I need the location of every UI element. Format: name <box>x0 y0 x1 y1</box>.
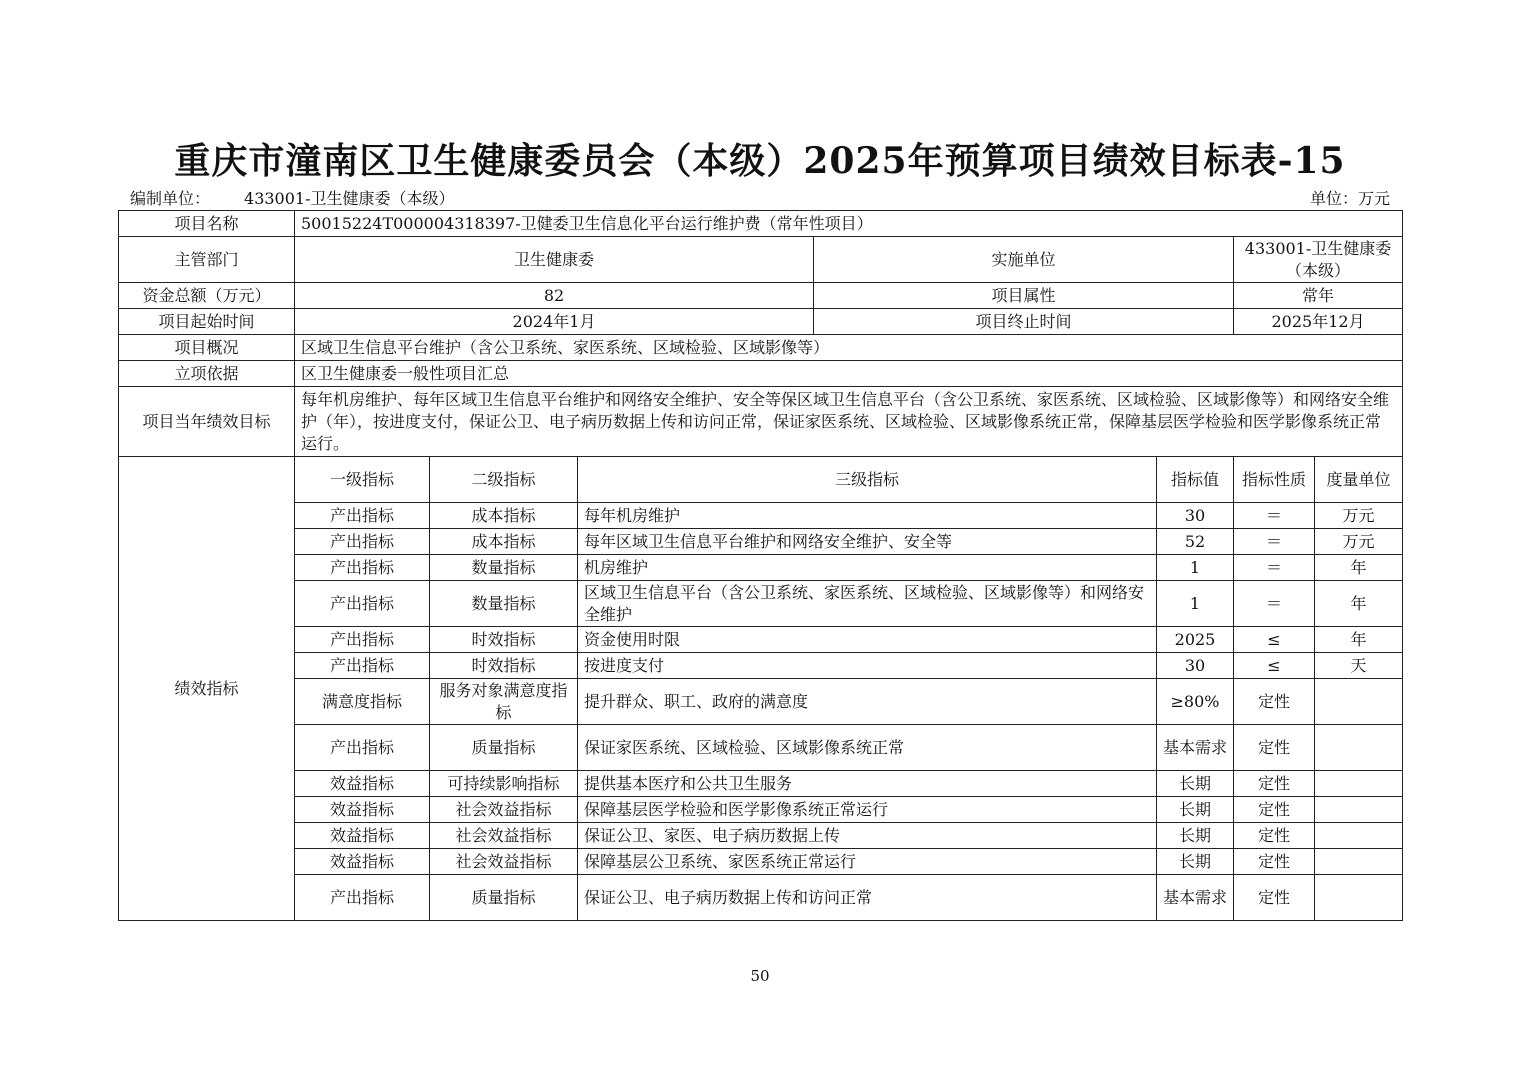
indicator-unit: 天 <box>1315 653 1403 679</box>
row-dept <box>119 237 1403 283</box>
indicator-level1: 产出指标 <box>295 529 430 555</box>
org-value: 433001-卫生健康委（本级） <box>244 189 455 208</box>
indicator-level3: 提供基本医疗和公共卫生服务 <box>578 771 1157 797</box>
indicator-nature: 定性 <box>1234 771 1315 797</box>
attr-label: 项目属性 <box>814 283 1234 309</box>
indicator-level2: 成本指标 <box>430 503 578 529</box>
attr-value: 常年 <box>1234 283 1403 309</box>
indicator-level2: 时效指标 <box>430 627 578 653</box>
indicator-level3: 保证家医系统、区域检验、区域影像系统正常 <box>578 725 1157 771</box>
goal-value: 每年机房维护、每年区域卫生信息平台维护和网络安全维护、安全等保区域卫生信息平台（含公卫系统、家医系统、区域检验、区域影像等）和网络安全维护（年），按进度支付，保证公卫、电子病历数据上传和访问正常，保证家医系统、区域检验、区域影像系统正常，保障基层医学检验和医学影像系统正常运行。 <box>295 387 1403 457</box>
indicator-level2: 数量指标 <box>430 555 578 581</box>
indicator-level1: 产出指标 <box>295 555 430 581</box>
indicator-level2: 数量指标 <box>430 581 578 627</box>
dept-label: 主管部门 <box>119 237 295 283</box>
indicator-level3: 资金使用时限 <box>578 627 1157 653</box>
indicator-level2: 社会效益指标 <box>430 797 578 823</box>
indicator-nature: ＝ <box>1234 503 1315 529</box>
indicator-level1: 效益指标 <box>295 849 430 875</box>
indicator-level3: 保障基层公卫系统、家医系统正常运行 <box>578 849 1157 875</box>
indicator-unit: 万元 <box>1315 503 1403 529</box>
indicator-level2: 质量指标 <box>430 725 578 771</box>
header-nature: 指标性质 <box>1234 457 1315 503</box>
indicator-row <box>119 771 1403 797</box>
indicator-value: 长期 <box>1157 849 1234 875</box>
indicator-level1: 产出指标 <box>295 875 430 921</box>
indicator-level2: 可持续影响指标 <box>430 771 578 797</box>
indicator-row <box>119 725 1403 771</box>
indicator-nature: 定性 <box>1234 725 1315 771</box>
start-value: 2024年1月 <box>295 309 814 335</box>
indicator-nature: ＝ <box>1234 555 1315 581</box>
indicator-unit <box>1315 849 1403 875</box>
indicator-level3: 提升群众、职工、政府的满意度 <box>578 679 1157 725</box>
indicator-section-label: 绩效指标 <box>119 457 295 921</box>
indicator-value: 长期 <box>1157 797 1234 823</box>
indicator-row <box>119 679 1403 725</box>
indicator-value: ≥80% <box>1157 679 1234 725</box>
indicator-row <box>119 797 1403 823</box>
indicator-level2: 质量指标 <box>430 875 578 921</box>
page-number: 50 <box>750 967 770 985</box>
indicator-level3: 每年区域卫生信息平台维护和网络安全维护、安全等 <box>578 529 1157 555</box>
row-overview <box>119 335 1403 361</box>
header-level1: 一级指标 <box>295 457 430 503</box>
indicator-level3: 机房维护 <box>578 555 1157 581</box>
impl-value: 433001-卫生健康委（本级） <box>1234 237 1403 283</box>
row-dates <box>119 309 1403 335</box>
header-unit: 度量单位 <box>1315 457 1403 503</box>
indicator-value: 52 <box>1157 529 1234 555</box>
indicator-nature: 定性 <box>1234 679 1315 725</box>
indicator-level3: 每年机房维护 <box>578 503 1157 529</box>
impl-label: 实施单位 <box>814 237 1234 283</box>
row-goal <box>119 387 1403 457</box>
org-label: 编制单位： <box>130 189 211 208</box>
indicator-unit: 年 <box>1315 555 1403 581</box>
indicator-level1: 产出指标 <box>295 627 430 653</box>
indicator-row <box>119 529 1403 555</box>
indicator-level3: 保证公卫、电子病历数据上传和访问正常 <box>578 875 1157 921</box>
indicator-value: 长期 <box>1157 823 1234 849</box>
dept-value: 卫生健康委 <box>295 237 814 283</box>
indicator-unit <box>1315 823 1403 849</box>
indicator-level1: 产出指标 <box>295 725 430 771</box>
unit-label: 单位：万元 <box>1309 189 1390 208</box>
funds-label: 资金总额（万元） <box>119 283 295 309</box>
project-name-value: 50015224T000004318397-卫健委卫生信息化平台运行维护费（常年性项目） <box>295 211 1403 237</box>
indicator-nature: ＝ <box>1234 581 1315 627</box>
end-label: 项目终止时间 <box>814 309 1234 335</box>
indicator-level1: 产出指标 <box>295 503 430 529</box>
overview-label: 项目概况 <box>119 335 295 361</box>
indicator-row <box>119 653 1403 679</box>
indicator-level2: 成本指标 <box>430 529 578 555</box>
row-basis <box>119 361 1403 387</box>
indicator-unit <box>1315 725 1403 771</box>
header-level3: 三级指标 <box>578 457 1157 503</box>
indicator-row <box>119 503 1403 529</box>
indicator-value: 30 <box>1157 503 1234 529</box>
indicator-unit: 年 <box>1315 627 1403 653</box>
basis-label: 立项依据 <box>119 361 295 387</box>
indicator-level3: 按进度支付 <box>578 653 1157 679</box>
indicator-unit: 年 <box>1315 581 1403 627</box>
header-level2: 二级指标 <box>430 457 578 503</box>
indicator-level1: 满意度指标 <box>295 679 430 725</box>
indicator-value: 30 <box>1157 653 1234 679</box>
overview-value: 区域卫生信息平台维护（含公卫系统、家医系统、区域检验、区域影像等） <box>295 335 1403 361</box>
indicator-row <box>119 823 1403 849</box>
header-value: 指标值 <box>1157 457 1234 503</box>
indicator-row <box>119 555 1403 581</box>
indicator-nature: 定性 <box>1234 797 1315 823</box>
end-value: 2025年12月 <box>1234 309 1403 335</box>
indicator-value: 长期 <box>1157 771 1234 797</box>
indicator-value: 基本需求 <box>1157 725 1234 771</box>
indicator-row <box>119 627 1403 653</box>
funds-value: 82 <box>295 283 814 309</box>
indicator-level3: 区域卫生信息平台（含公卫系统、家医系统、区域检验、区域影像等）和网络安全维护 <box>578 581 1157 627</box>
indicator-value: 基本需求 <box>1157 875 1234 921</box>
row-project-name <box>119 211 1403 237</box>
indicator-row <box>119 849 1403 875</box>
indicator-value: 1 <box>1157 555 1234 581</box>
indicator-level2: 服务对象满意度指标 <box>430 679 578 725</box>
indicator-level1: 产出指标 <box>295 581 430 627</box>
indicator-nature: 定性 <box>1234 875 1315 921</box>
indicator-unit: 万元 <box>1315 529 1403 555</box>
indicator-level1: 效益指标 <box>295 771 430 797</box>
indicator-unit <box>1315 771 1403 797</box>
indicator-nature: 定性 <box>1234 849 1315 875</box>
indicator-nature: ≤ <box>1234 627 1315 653</box>
indicator-level1: 效益指标 <box>295 823 430 849</box>
row-funds <box>119 283 1403 309</box>
indicator-nature: ＝ <box>1234 529 1315 555</box>
indicator-nature: 定性 <box>1234 823 1315 849</box>
indicator-value: 1 <box>1157 581 1234 627</box>
indicator-nature: ≤ <box>1234 653 1315 679</box>
indicator-level2: 社会效益指标 <box>430 823 578 849</box>
indicator-unit <box>1315 797 1403 823</box>
indicator-level1: 效益指标 <box>295 797 430 823</box>
indicator-level3: 保证公卫、家医、电子病历数据上传 <box>578 823 1157 849</box>
indicator-unit <box>1315 875 1403 921</box>
indicator-level3: 保障基层医学检验和医学影像系统正常运行 <box>578 797 1157 823</box>
page-title: 重庆市潼南区卫生健康委员会（本级）2025年预算项目绩效目标表-15 <box>174 140 1346 182</box>
indicator-row <box>119 581 1403 627</box>
basis-value: 区卫生健康委一般性项目汇总 <box>295 361 1403 387</box>
indicator-header-row <box>119 457 1403 503</box>
indicator-unit <box>1315 679 1403 725</box>
org-line <box>130 186 455 209</box>
indicator-level1: 产出指标 <box>295 653 430 679</box>
indicator-row <box>119 875 1403 921</box>
start-label: 项目起始时间 <box>119 309 295 335</box>
goal-label: 项目当年绩效目标 <box>119 387 295 457</box>
indicator-value: 2025 <box>1157 627 1234 653</box>
project-name-label: 项目名称 <box>119 211 295 237</box>
indicator-level2: 时效指标 <box>430 653 578 679</box>
indicator-level2: 社会效益指标 <box>430 849 578 875</box>
performance-table <box>118 210 1403 921</box>
